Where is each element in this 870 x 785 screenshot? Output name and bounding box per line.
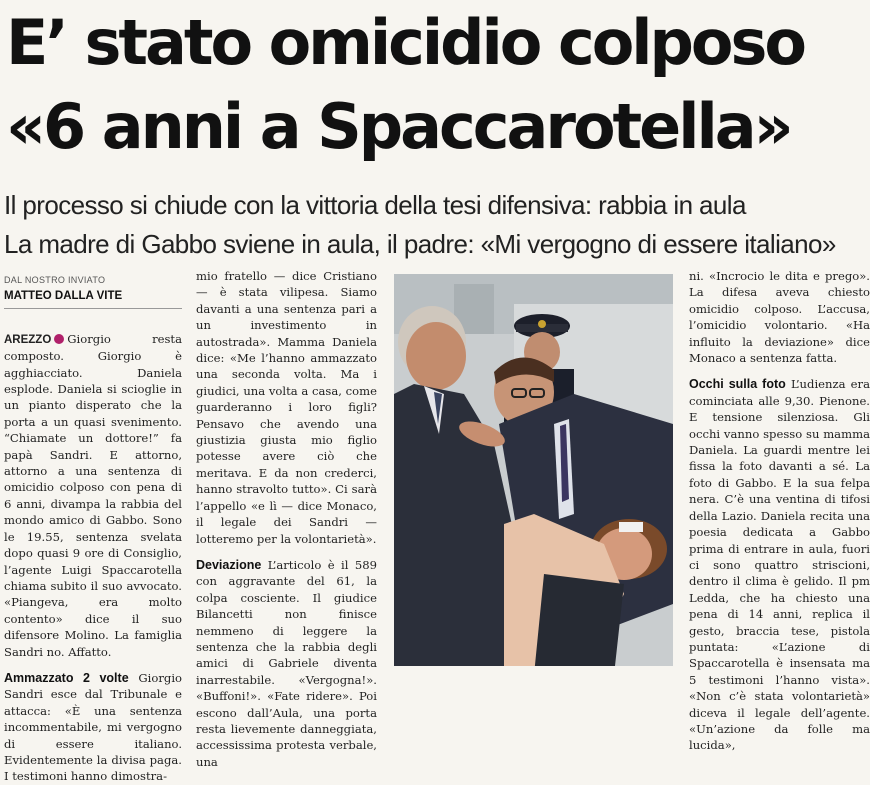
- article-column-2: [196, 268, 377, 769]
- column-2-intro: mio fratello — dice Cristiano — è stata vilipesa. Siamo davanti a una sentenza pari a un investimento in autostrada». Mamma Daniela dice: «Me l’hanno ammazzato una seconda volta. Ma i giudici, una volta a casa, come guarderanno i loro figli? Pensavo che avendo una giustizia giusta mio figlio potesse avere ciò che meritava. E da non crederci, hanno stravolto tutto». Ci sarà l’appello «e lì — dice Monaco, il legale dei Sandri — lotteremo per la volontarietà».: [196, 269, 377, 546]
- byline-label: DAL NOSTRO INVIATO: [4, 275, 106, 285]
- byline-author: MATTEO DALLA VITE: [4, 288, 182, 308]
- subheadline-line-2: La madre di Gabbo sviene in aula, il padre: «Mi vergogno di essere italiano»: [4, 229, 836, 259]
- headline-line-1: E’ stato omicidio colposo: [6, 6, 805, 79]
- subheadline-line-1: Il processo si chiude con la vittoria della tesi difensiva: rabbia in aula: [4, 190, 746, 220]
- section-text-deviazione: L’articolo è il 589 con aggravante del 61, la colpa cosciente. Il giudice Bilancetti non finisce nemmeno di leggere la sentenza che la rabbia degli amici di Gabriele diventa inarrestabile. «Vergogna!». «Buffoni!». «Fate ridere». Poi escono dall’Aula, una porta resta lievemente danneggiata, accessissima protesta verbale, una: [196, 557, 377, 769]
- section-title-occhi: Occhi sulla foto: [689, 377, 786, 392]
- news-photo: [394, 274, 673, 675]
- section-ammazzato: [4, 670, 182, 785]
- section-title-ammazzato: Ammazzato 2 volte: [4, 670, 129, 685]
- section-text-ammazzato: Giorgio Sandri esce dal Tribunale e attacca: «È una sentenza incommentabile, mi vergogno di essere italiano. Evidentemente la divisa paga. I testimoni hanno dimostra-: [4, 670, 183, 784]
- headline-line-2: «6 anni a Spaccarotella»: [6, 90, 791, 163]
- courtroom-photo-illustration: [394, 274, 673, 675]
- section-deviazione: [196, 557, 377, 770]
- dateline-marker-icon: [54, 334, 64, 344]
- article-intro-text: Giorgio resta composto. Giorgio è agghiacciato. Daniela esplode. Daniela si scioglie in un pianto disperato che la porta a un quasi svenimento. “Chiamate un dottore!” fa papà Sandri. E attorno, attorno a una sentenza di omicidio colposo con pena di 6 anni, divampa la rabbia del mondo amico di Gabbo. Sono le 19.55, sentenza svelata dopo quasi 9 ore di Consiglio, l’agente Luigi Spaccarotella chiama subito il suo avvocato. «Piangeva, era molto contento» dice il suo difensore Molino. La famiglia Sandri no. Affatto.: [4, 331, 182, 659]
- section-text-occhi: L’udienza era cominciata alle 9,30. Pienone. E tensione silenziosa. Gli occhi vanno spesso su mamma Daniela. La guardi mentre lei fissa la foto davanti a sé. La foto di Gabbo. E la sua felpa nera. C’è una ventina di tifosi della Lazio. Daniela recita una poesia dedicata a Gabbo prima di entrare in aula, fuori ci sono quattro striscioni, dentro il clima è gelido. Il pm Ledda, che ha chiesto una pena di 14 anni, replica il gesto, braccia tese, pistola puntata: «L’azione di Spaccarotella è insensata ma 5 testimoni l’hanno vista». «Non c’è stata volontarietà» diceva il legale dell’agente. «Un’azione da folle ma lucida»,: [689, 377, 870, 753]
- article-column-4: [689, 268, 870, 753]
- section-occhi: [689, 376, 870, 753]
- article-column-1: [4, 268, 183, 784]
- article-intro: [4, 331, 182, 660]
- dateline-place: AREZZO: [4, 333, 52, 346]
- column-4-intro: ni. «Incrocio le dita e prego». La difesa aveva chiesto omicidio colposo. L’accusa, l’omicidio volontario. «Ha influito la deviazione» dice Monaco a sentenza fatta.: [689, 269, 870, 366]
- section-title-deviazione: Deviazione: [196, 557, 262, 572]
